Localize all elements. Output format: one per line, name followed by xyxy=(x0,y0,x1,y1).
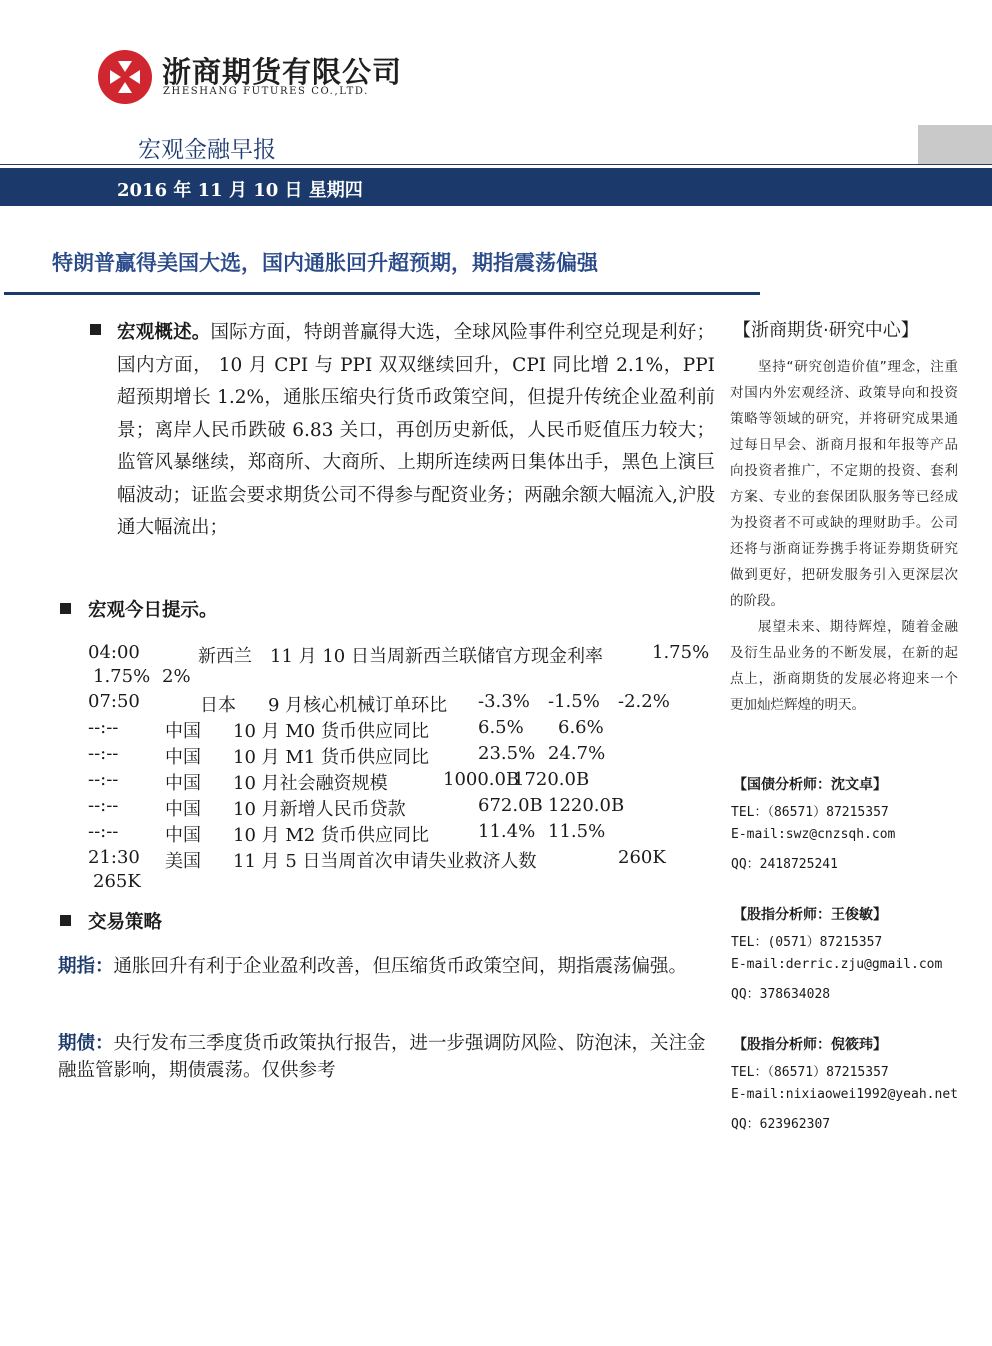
analyst-email: E-mail:nixiaowei1992@yeah.net xyxy=(731,1087,958,1102)
event-name: 10 月 M1 货币供应同比 xyxy=(233,747,429,768)
event-time: --:-- xyxy=(88,717,119,738)
overview-text: 国际方面，特朗普赢得大选，全球风险事件利空兑现是利好；国内方面， 10 月 CPI 与 PPI 双双继续回升，CPI 同比增 2.1%，PPI 超预期增长 1.2%，通胀压缩央行货币政策空间，但提升传统企业盈利前景；离岸人民币跌破 6.83 关口，再创历史新低，人民币贬值压力较大；监管风暴继续，郑商所、大商所、上期所连续两日集体出手，黑色上演巨幅波动；证监会要求期货公司不得参与配资业务；两融余额大幅流入,沪股通大幅流出； xyxy=(117,322,715,538)
bullet-icon xyxy=(60,603,71,614)
strategy-bond xyxy=(58,1030,714,1084)
event-value-2: 1.75% xyxy=(93,666,151,687)
analyst-tel: TEL：（86571）87215357 xyxy=(731,805,889,820)
analyst-title: 【国债分析师：沈文卓】 xyxy=(733,777,887,793)
event-time: --:-- xyxy=(88,821,119,842)
event-name: 10 月社会融资规模 xyxy=(233,773,388,794)
strategy-bond-text: 央行发布三季度货币政策执行报告，进一步强调防风险、防泡沫，关注金融监管影响，期债震荡。仅供参考 xyxy=(58,1033,706,1081)
event-value-2: 1720.0B xyxy=(513,769,590,790)
event-value-2: -1.5% xyxy=(548,691,600,712)
header-divider xyxy=(0,164,992,165)
event-value-3: -2.2% xyxy=(618,691,670,712)
event-value-2: 11.5% xyxy=(548,821,606,842)
strategy-bond-label: 期债： xyxy=(58,1033,114,1054)
event-name: 11 月 10 日当周新西兰联储官方现金利率 xyxy=(270,646,603,667)
event-name: 10 月新增人民币贷款 xyxy=(233,799,406,820)
event-value-1: 11.4% xyxy=(478,821,536,842)
bullet-icon xyxy=(90,324,101,335)
event-value-2: 6.6% xyxy=(558,717,604,738)
event-time: 07:50 xyxy=(88,691,140,712)
event-value-2: 24.7% xyxy=(548,743,606,764)
event-name: 9 月核心机械订单环比 xyxy=(268,695,448,716)
event-country: 中国 xyxy=(165,773,201,794)
event-value-1: 6.5% xyxy=(478,717,524,738)
strategy-index-text: 通胀回升有利于企业盈利改善，但压缩货币政策空间，期指震荡偏强。 xyxy=(113,956,688,977)
analyst-qq: QQ：623962307 xyxy=(731,1117,831,1132)
company-logo xyxy=(96,48,154,106)
analyst-tel: TEL：（86571）87215357 xyxy=(731,1065,889,1080)
report-date: 2016 年 11 月 10 日 星期四 xyxy=(117,180,363,201)
event-value-1: -3.3% xyxy=(478,691,530,712)
analyst-qq: QQ：378634028 xyxy=(731,987,831,1002)
headline: 特朗普赢得美国大选，国内通胀回升超预期，期指震荡偏强 xyxy=(52,251,598,275)
overview-label: 宏观概述。 xyxy=(117,322,211,343)
strategy-title: 交易策略 xyxy=(88,912,163,933)
analyst-qq: QQ：2418725241 xyxy=(731,857,838,872)
event-value-1: 1000.0B xyxy=(443,769,520,790)
event-value-3: 2% xyxy=(162,666,191,687)
analyst-title: 【股指分析师：倪筱玮】 xyxy=(733,1037,887,1053)
event-time: --:-- xyxy=(88,743,119,764)
event-value-1: 260K xyxy=(618,847,666,868)
event-value-1: 23.5% xyxy=(478,743,536,764)
event-country: 中国 xyxy=(165,799,201,820)
event-value-2: 1220.0B xyxy=(548,795,625,816)
strategy-index xyxy=(58,953,714,980)
event-country: 新西兰 xyxy=(198,646,252,667)
event-country: 中国 xyxy=(165,721,201,742)
event-country: 日本 xyxy=(200,695,236,716)
event-time: 21:30 xyxy=(88,847,140,868)
event-country: 中国 xyxy=(165,747,201,768)
event-value-2: 265K xyxy=(93,871,141,892)
analyst-tel: TEL：(0571）87215357 xyxy=(731,935,883,950)
analyst-email: E-mail:swz@cnzsqh.com xyxy=(731,827,896,842)
event-country: 美国 xyxy=(165,851,201,872)
event-time: --:-- xyxy=(88,769,119,790)
company-name-cn: 浙商期货有限公司 xyxy=(162,55,403,89)
analyst-title: 【股指分析师：王俊敏】 xyxy=(733,907,887,923)
event-value-1: 1.75% xyxy=(652,642,710,663)
event-name: 10 月 M2 货币供应同比 xyxy=(233,825,429,846)
sidebar-intro: 坚持“研究创造价值”理念，注重对国内外宏观经济、政策导向和投资策略等领域的研究，并将研究成果通过每日早会、浙商月报和年报等产品向投资者推广，不定期的投资、套利方案、专业的套保团队服务等已经成为投资者不可或缺的理财助手。公司还将与浙商证券携手将证券期货研究做到更好，把研发服务引入更深层次的阶段。 xyxy=(730,359,958,609)
sidebar-outlook: 展望未来、期待辉煌，随着金融及衍生品业务的不断发展，在新的起点上，浙商期货的发展必将迎来一个更加灿烂辉煌的明天。 xyxy=(730,619,958,713)
event-country: 中国 xyxy=(165,825,201,846)
overview-paragraph xyxy=(117,317,715,545)
event-value-1: 672.0B xyxy=(478,795,543,816)
event-name: 11 月 5 日当周首次申请失业救济人数 xyxy=(233,851,537,872)
today-title: 宏观今日提示。 xyxy=(88,600,218,621)
headline-rule xyxy=(4,292,760,295)
event-time: --:-- xyxy=(88,795,119,816)
event-time: 04:00 xyxy=(88,642,140,663)
bullet-icon xyxy=(60,915,71,926)
event-name: 10 月 M0 货币供应同比 xyxy=(233,721,429,742)
report-type: 宏观金融早报 xyxy=(138,137,276,163)
company-name-en: ZHESHANG FUTURES CO.,LTD. xyxy=(163,86,369,97)
sidebar-title: 【浙商期货·研究中心】 xyxy=(733,320,919,341)
strategy-index-label: 期指： xyxy=(58,956,114,977)
analyst-email: E-mail:derric.zju@gmail.com xyxy=(731,957,943,972)
corner-block xyxy=(918,125,992,165)
